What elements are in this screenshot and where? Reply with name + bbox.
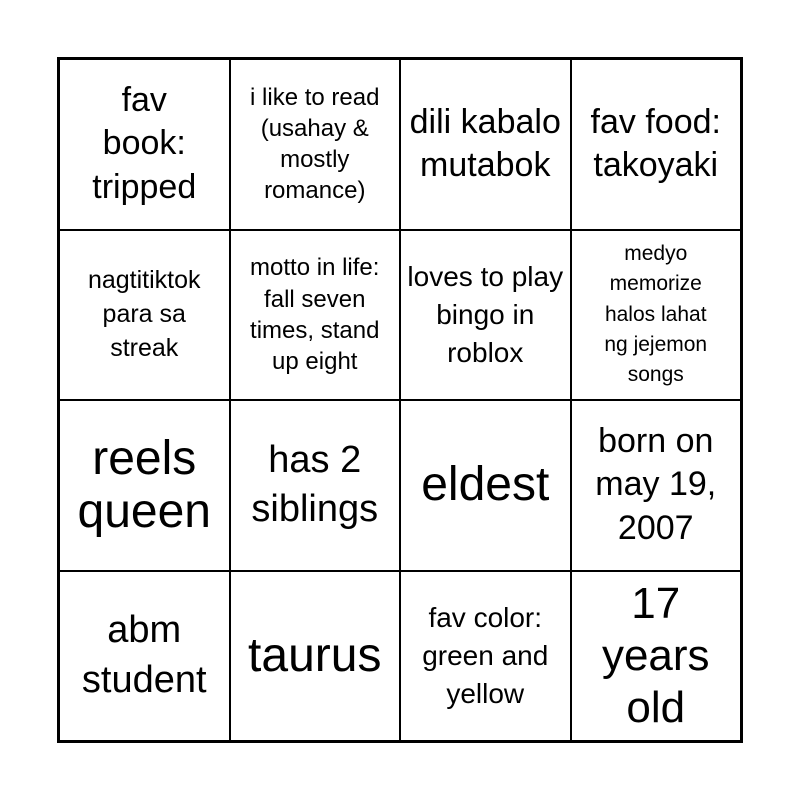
bingo-cell[interactable] [571, 230, 742, 401]
cell-text: has 2 siblings [251, 438, 379, 531]
cell-text: fav book: tripped [92, 80, 197, 206]
cell-text: reels queen [77, 431, 211, 539]
bingo-cell[interactable] [59, 230, 230, 401]
cell-text: fav food: takoyaki [590, 102, 721, 185]
bingo-cell[interactable] [230, 400, 401, 571]
bingo-cell[interactable] [571, 571, 742, 742]
cell-text: fav color: green and yellow [422, 602, 549, 709]
bingo-cell[interactable] [571, 59, 742, 230]
cell-text: eldest [421, 458, 550, 512]
bingo-cell[interactable] [400, 230, 571, 401]
cell-text: 17 years old [601, 578, 710, 732]
bingo-cell[interactable] [230, 59, 401, 230]
cell-text: taurus [248, 628, 382, 682]
cell-text: abm student [81, 609, 207, 701]
cell-text: nagtitiktok para sa streak [87, 266, 201, 362]
bingo-cell[interactable] [59, 571, 230, 742]
bingo-cell[interactable] [59, 400, 230, 571]
bingo-cell[interactable] [400, 59, 571, 230]
cell-text: i like to read (usahay & mostly romance) [250, 83, 380, 205]
cell-text: motto in life: fall seven times, stand up eight [250, 254, 380, 375]
bingo-cell[interactable] [571, 400, 742, 571]
bingo-cell[interactable] [400, 400, 571, 571]
bingo-cell[interactable] [59, 59, 230, 230]
cell-text: born on may 19, 2007 [595, 421, 717, 547]
cell-text: dili kabalo mutabok [409, 102, 561, 185]
bingo-cell[interactable] [400, 571, 571, 742]
bingo-cell[interactable] [230, 230, 401, 401]
cell-text: loves to play bingo in roblox [407, 261, 564, 368]
bingo-board [57, 57, 743, 743]
bingo-cell[interactable] [230, 571, 401, 742]
cell-text: medyo memorize halos lahat ng jejemon songs [604, 241, 708, 387]
